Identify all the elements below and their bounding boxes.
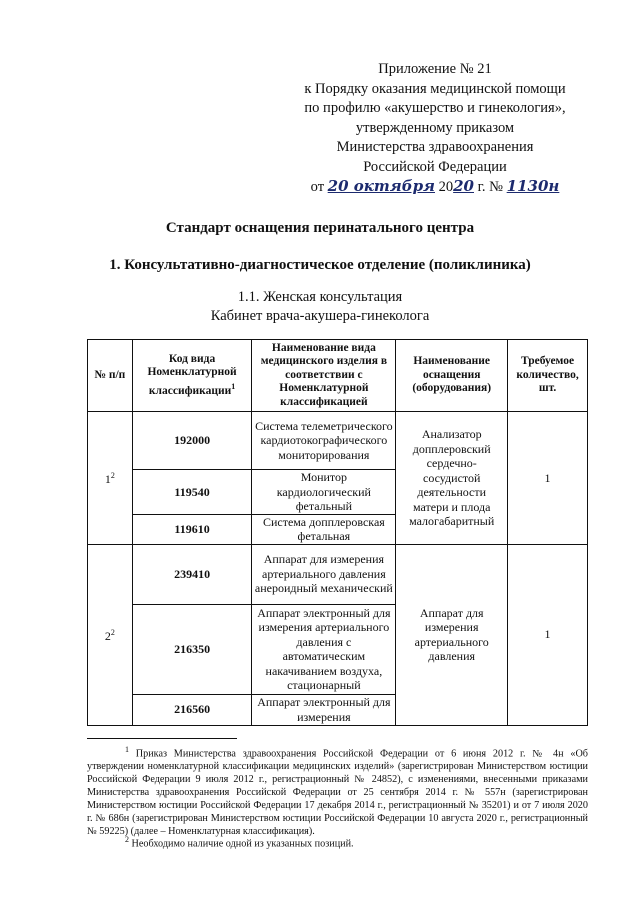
- document-title: Стандарт оснащения перинатального центра: [165, 220, 475, 236]
- code-cell: 216350: [132, 604, 252, 694]
- name-cell: Аппарат электронный для измерения артериального давления с автоматическим накачиванием воздуха, стационарный: [252, 604, 396, 694]
- code-cell: 239410: [132, 544, 252, 604]
- name-cell: Система допплеровская фетальная: [252, 514, 396, 544]
- footnote-2: $^2$ Необходимо наличие одной из указанных позиций.: [125, 835, 354, 850]
- header-num: № п/п: [88, 340, 133, 412]
- name-cell: Монитор кардиологический фетальный: [252, 470, 396, 515]
- annex-date-line: [280, 177, 590, 198]
- name-cell: Аппарат электронный для измерения: [252, 694, 396, 725]
- name-cell: Система телеметрического кардиотокографического мониторирования: [252, 412, 396, 470]
- year-prefix: 20: [438, 179, 454, 195]
- table-header-row: [88, 340, 588, 412]
- qty-cell: 1: [508, 544, 588, 725]
- qty-cell: 1: [508, 412, 588, 545]
- subsection-heading: 1.1. Женская консультация: [237, 289, 403, 305]
- code-cell: 192000: [132, 412, 252, 470]
- code-cell: 216560: [132, 694, 252, 725]
- code-cell: 119540: [132, 470, 252, 515]
- row-number: $1^2$: [88, 412, 133, 545]
- date-prefix: от: [310, 179, 325, 195]
- annex-line: по профилю «акушерство и гинекология»,: [304, 100, 566, 116]
- footnote-divider: [87, 738, 237, 739]
- table-row: [88, 412, 588, 470]
- code-cell: 119610: [132, 514, 252, 544]
- table-row: [88, 544, 588, 604]
- annex-line: Российской Федерации: [363, 158, 507, 175]
- handwritten-date: 20 октября: [327, 177, 435, 195]
- section-heading: 1. Консультативно-диагностическое отделение (поликлиника): [109, 257, 531, 273]
- row-number: $2^2$: [88, 544, 133, 725]
- name-cell: Аппарат для измерения артериального давления анероидный механический: [252, 544, 396, 604]
- header-name: Наименование вида медицинского изделия в соответствии с Номенклатурной классификацией: [252, 340, 396, 412]
- handwritten-year: 20: [453, 177, 474, 195]
- annex-header: [280, 60, 590, 198]
- equipment-cell: Аппарат для измерения артериального давления: [396, 544, 508, 725]
- header-code: Код вида Номенклатурной классификации$^1$: [132, 340, 252, 412]
- annex-line: утвержденному приказом: [355, 119, 515, 136]
- annex-line: Приложение № 21: [378, 61, 492, 77]
- handwritten-number: 1130н: [506, 177, 560, 195]
- footnote-1: $^1$ Приказ Министерства здравоохранения Российской Федерации от 6 июня 2012 г. № 4н «Об утверждении номенклатурной классификации медицинских изделий» (зарегистрирован Министерством юстиции Российской Федерации 9 июля 2012 г., регистрационный № 24852), с изменениями, внесенными приказами Министерства здравоохранения Российской Федерации от 25 сентября 2014 г. № 557н (зарегистрирован Министерством юстиции Российской Федерации 17 декабря 2014 г., регистрационный № 35201) и от 7 июля 2020 г. № 686н (зарегистрирован Министерством юстиции Российской Федерации 10 августа 2020 г., регистрационный № 59225) (далее – Номенклатурная классификация).: [87, 745, 588, 838]
- equipment-cell: Анализатор допплеровский сердечно-сосудистой деятельности матери и плода малогабаритный: [396, 412, 508, 545]
- annex-line: Министерства здравоохранения: [336, 139, 534, 155]
- equipment-table: [87, 339, 588, 726]
- header-qty: Требуемое количество, шт.: [508, 340, 588, 412]
- header-equipment: Наименование оснащения (оборудования): [396, 340, 508, 412]
- annex-line: к Порядку оказания медицинской помощи: [304, 80, 566, 97]
- cabinet-heading: Кабинет врача-акушера-гинеколога: [210, 308, 430, 324]
- number-prefix: г. №: [477, 179, 504, 195]
